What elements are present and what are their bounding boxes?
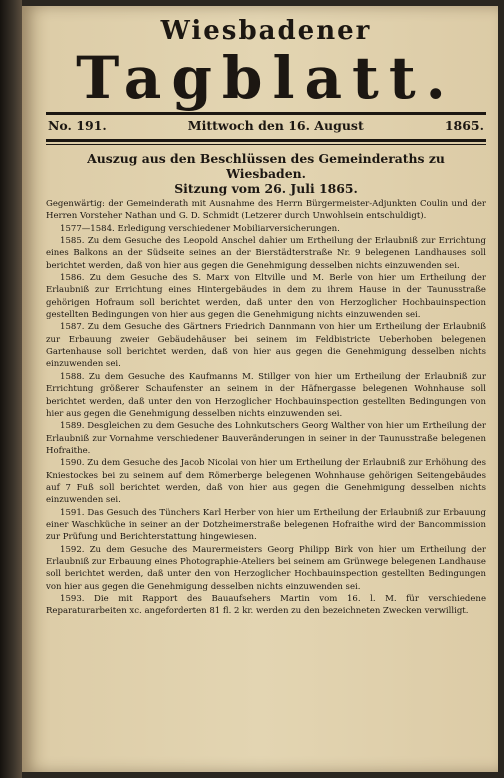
issue-year: 1865. (444, 118, 484, 133)
resolution-paragraph: 1590. Zu dem Gesuche des Jacob Nicolai von hier um Ertheilung der Erlaubniß zur Erhöhung des Kniestockes bei zu seinem auf dem Römerberge belegenen Wohnhause gehörigen Seitengebäudes auf 7 Fuß soll berichtet werden, daß von hier aus gegen die Genehmigung desselben nichts einzuwenden sei. (46, 458, 486, 506)
resolution-paragraph: 1585. Zu dem Gesuche des Leopold Anschel dahier um Ertheilung der Erlaubniß zur Errichtung eines Balkons an der Südseite seines an der Bierstädterstraße Nr. 9 belegenen Landhauses soll berichtet werden, daß von hier aus gegen die Genehmigung desselben nichts einzuwenden sei. (46, 236, 486, 271)
newspaper-page (22, 6, 498, 772)
article-session: Sitzung vom 26. Juli 1865. (174, 181, 358, 196)
resolution-paragraph: 1593. Die mit Rapport des Bauaufsehers Martin vom 16. l. M. für verschiedene Reparaturarbeiten xc. angeforderten 81 fl. 2 kr. werden zu den bezeichneten Zwecken verwilligt. (46, 594, 486, 617)
resolution-paragraph: 1587. Zu dem Gesuche des Gärtners Friedrich Dannmann von hier um Ertheilung der Erlaubniß zur Erbauung zweier Gebäudehäuser bei seinem im Feldbistricte Ueberhoben belegenen Gartenhause soll berichtet werden, daß von hier aus gegen die Genehmigung desselben nichts einzuwenden sei. (46, 322, 486, 370)
issue-rule (46, 139, 486, 142)
article-heading: Auszug aus den Beschlüssen des Gemeinderaths zu Wiesbaden. (87, 151, 445, 181)
resolution-paragraph: 1577—1584. Erledigung verschiedener Mobiliarversicherungen. (60, 223, 340, 234)
resolution-paragraph: 1589. Desgleichen zu dem Gesuche des Lohnkutschers Georg Walther von hier um Ertheilung der Erlaubniß zur Vornahme verschiedener Bauveränderungen in seiner in der Taunusstraße belegenen Hofraithe. (46, 421, 486, 456)
masthead-city: Wiesbadener (160, 16, 372, 46)
page-content (46, 6, 486, 772)
issue-number: No. 191. (48, 118, 107, 133)
book-spine (0, 0, 22, 778)
article-body (46, 198, 486, 618)
resolution-paragraph: 1592. Zu dem Gesuche des Maurermeisters Georg Philipp Birk von hier um Ertheilung der Erlaubniß zur Erbauung eines Photographie-Ateliers bei seinem am Grünwege belegenen Landhause soll berichtet werden, daß unter den von Herzoglicher Hochbauinspection gestellten Bedingungen von hier aus gegen die Genehmigung desselben nichts einzuwenden sei. (46, 544, 486, 592)
issue-date: Mittwoch den 16. August (187, 118, 364, 133)
attendance-paragraph: Gegenwärtig: der Gemeinderath mit Ausnahme des Herrn Bürgermeister-Adjunkten Coulin und der Herren Vorsteher Nathan und G. D. Schmidt (Letzerer durch Unwohlsein entschuldigt). (46, 199, 486, 222)
issue-line (46, 115, 486, 135)
resolution-paragraph: 1586. Zu dem Gesuche des S. Marx von Eltville und M. Berle von hier um Ertheilung der Erlaubniß zur Errichtung eines Hintergebäudes in dem zu ihrem Hause in der Taunusstraße gehörigen Hofraum soll berichtet werden, daß unter den von Herzoglicher Hochbauinspection gestellten Bedingungen von hier aus gegen die Genehmigung nichts einzuwenden sei. (46, 273, 486, 321)
issue-rule-thin (46, 144, 486, 145)
resolution-paragraph: 1591. Das Gesuch des Tünchers Karl Herber von hier um Ertheilung der Erlaubniß zur Erbauung einer Waschküche in seiner an der Dotzheimerstraße belegenen Hofraithe wird der Bancommission zur Prüfung und Berichterstattung hingewiesen. (46, 507, 486, 543)
masthead-title: Tagblatt. (76, 44, 456, 112)
resolution-paragraph: 1588. Zu dem Gesuche des Kaufmanns M. Stillger von hier um Ertheilung der Erlaubniß zur Errichtung größerer Schaufenster an seinem in der Häfnergasse belegenen Wohnhause soll berichtet werden, daß unter den von Herzoglicher Hochbauinspection gestellten Bedingungen von hier aus gegen die Genehmigung desselben nichts einzuwenden sei. (46, 371, 486, 419)
